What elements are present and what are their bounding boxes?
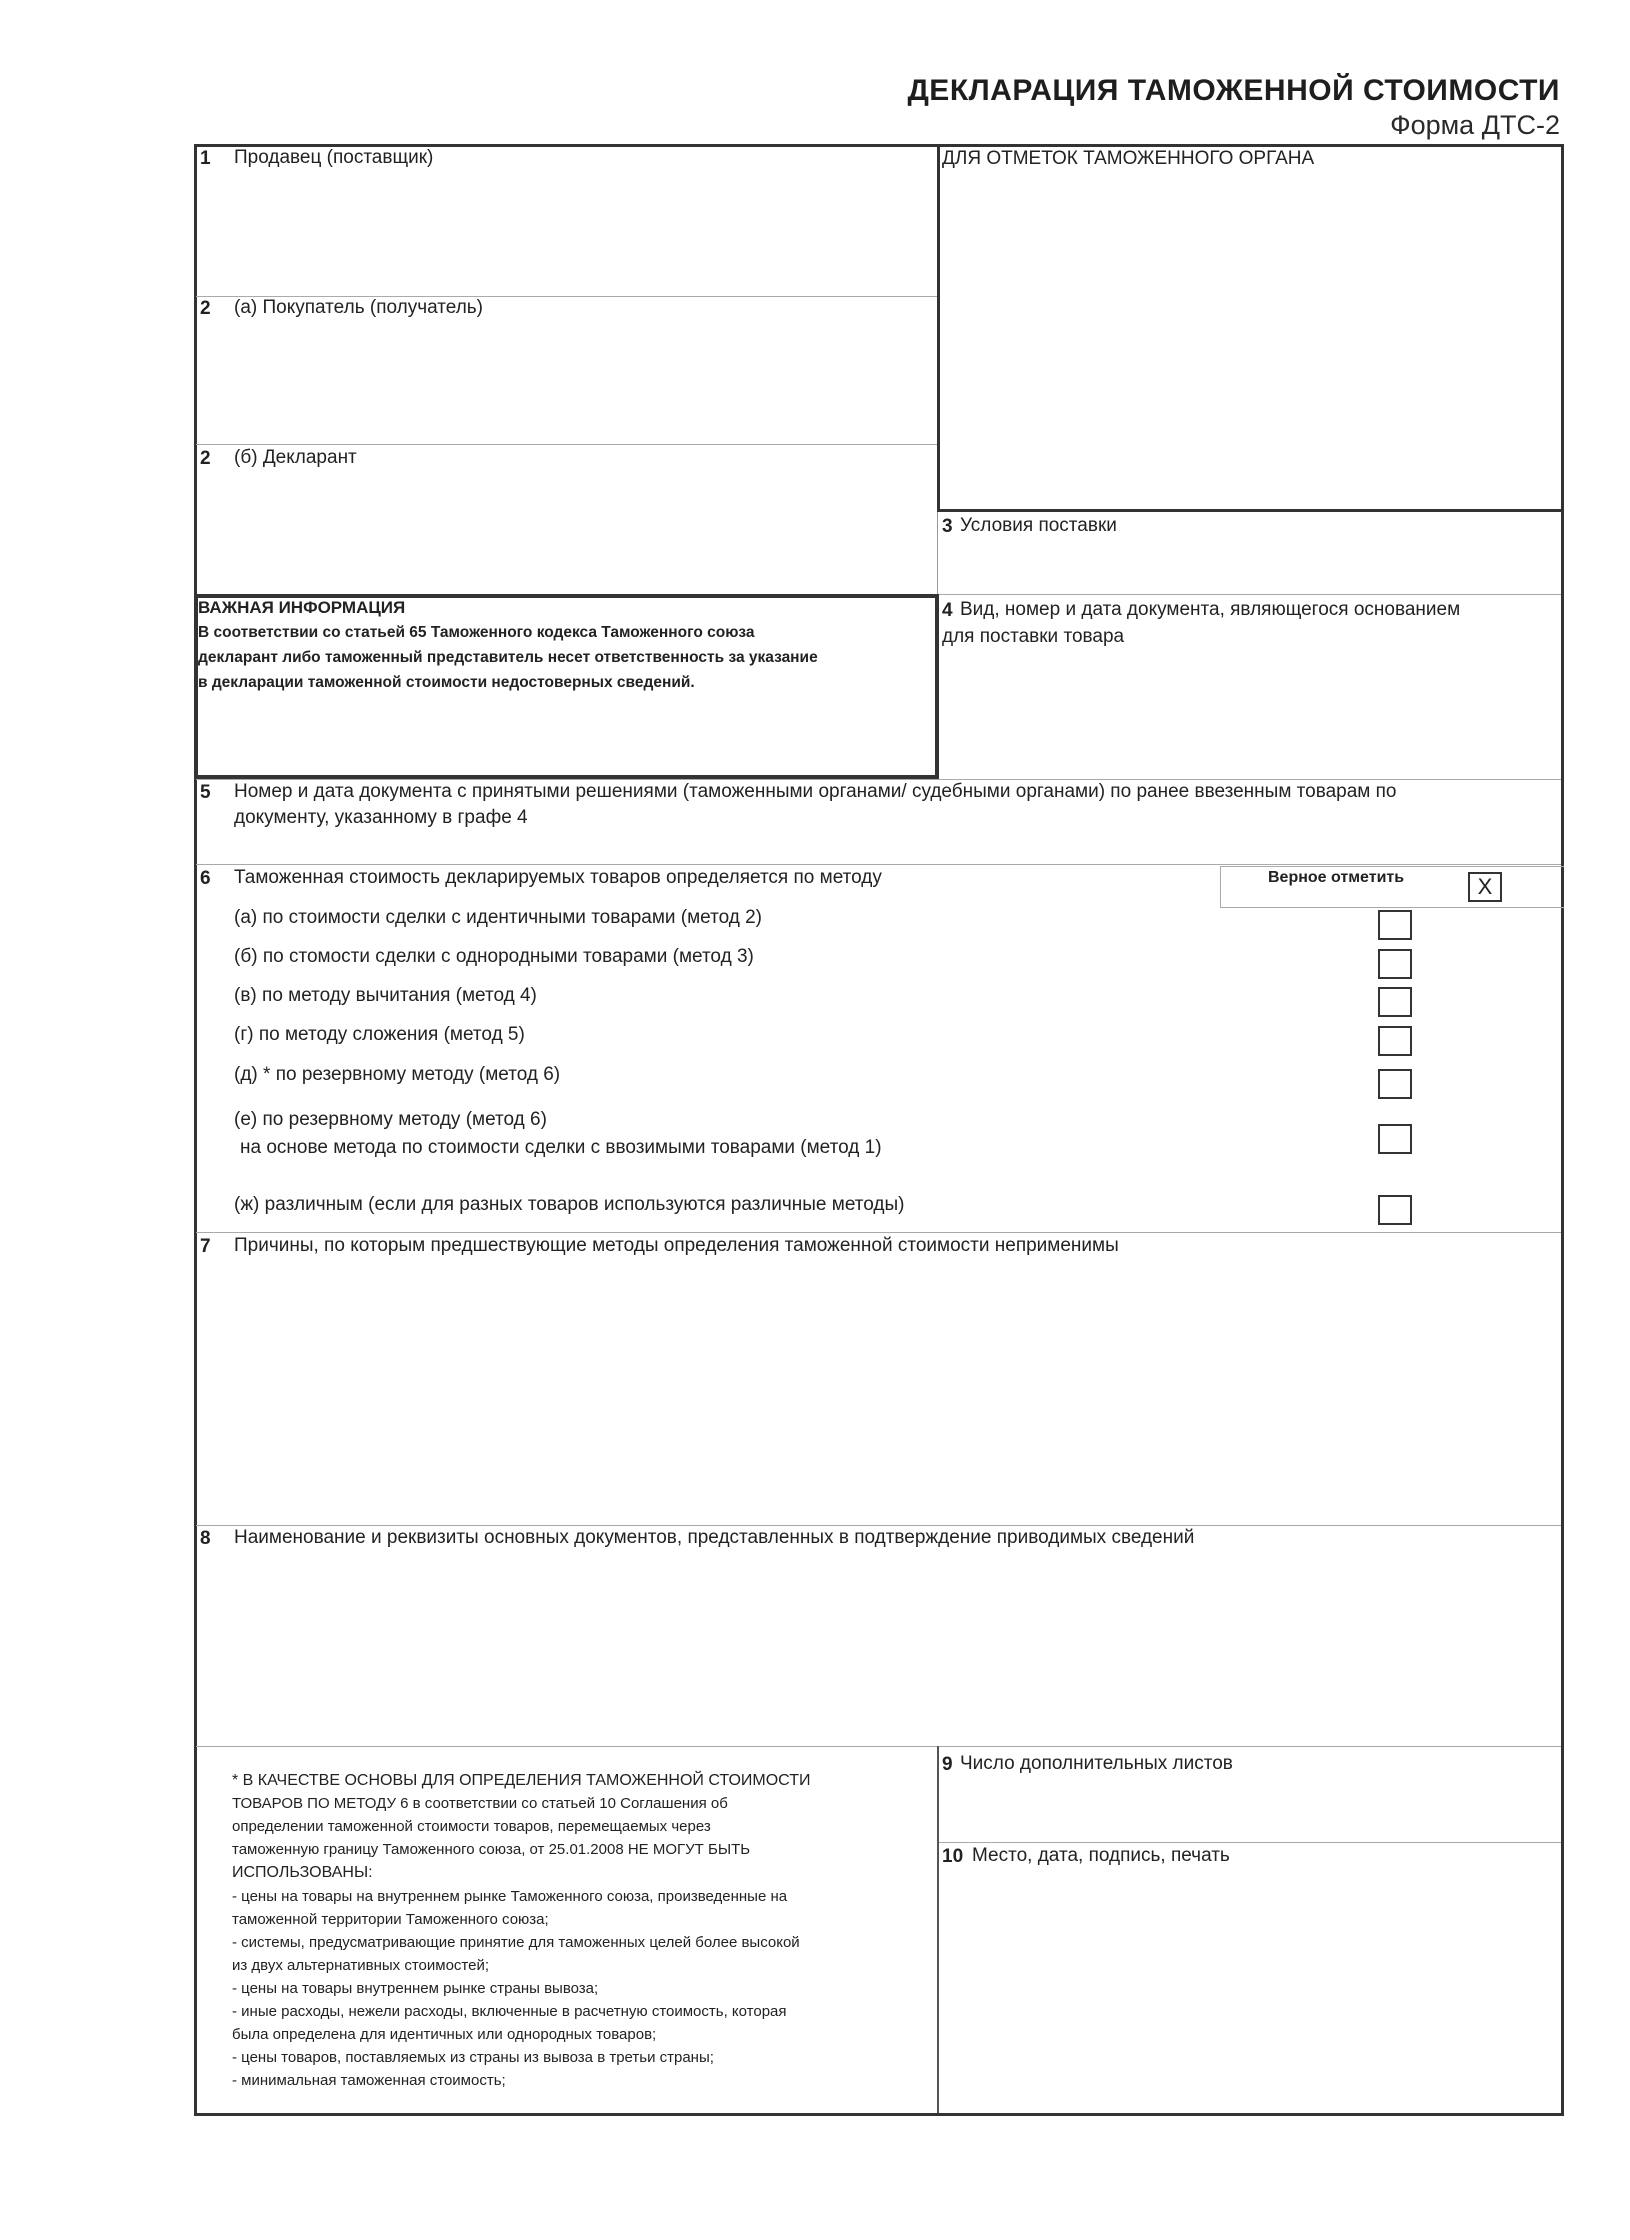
customs-marks-label: ДЛЯ ОТМЕТОК ТАМОЖЕННОГО ОРГАНА bbox=[942, 148, 1315, 169]
method-option-b: (б) по стомости сделки с однородными товарами (метод 3) bbox=[234, 946, 754, 967]
field-5-number: 5 bbox=[200, 782, 211, 803]
footnote-item-4-cont: была определена для идентичных или однородных товаров; bbox=[232, 2026, 657, 2043]
field-5-label-line-1: Номер и дата документа с принятыми решениями (таможенными органами/ судебными органами) по ранее ввезенным товарам по bbox=[234, 781, 1397, 802]
method-d-checkbox[interactable] bbox=[1378, 1069, 1412, 1099]
method-option-g: (г) по методу сложения (метод 5) bbox=[234, 1024, 525, 1045]
footnote-item-1: - цены на товары на внутреннем рынке Таможенного союза, произведенные на bbox=[232, 1888, 788, 1905]
method-option-v: (в) по методу вычитания (метод 4) bbox=[234, 985, 537, 1006]
footnote-item-4: - иные расходы, нежели расходы, включенные в расчетную стоимость, которая bbox=[232, 2003, 787, 2020]
method-zh-checkbox[interactable] bbox=[1378, 1195, 1412, 1225]
important-info-line-2: декларант либо таможенный представитель несет ответственность за указание bbox=[198, 649, 818, 666]
field-5-label-line-2: документу, указанному в графе 4 bbox=[234, 807, 528, 828]
footnote-line-5: ИСПОЛЬЗОВАНЫ: bbox=[232, 1864, 373, 1881]
form-number: Форма ДТС-2 bbox=[1390, 110, 1560, 140]
divider-6-7 bbox=[196, 1232, 1561, 1233]
field-2a-label: (а) Покупатель (получатель) bbox=[234, 297, 484, 318]
method-g-checkbox[interactable] bbox=[1378, 1026, 1412, 1056]
method-option-e: (е) по резервному методу (метод 6) bbox=[234, 1109, 547, 1130]
footnote-item-3: - цены на товары внутреннем рынке страны вывоза; bbox=[232, 1980, 599, 1997]
footnote-item-5: - цены товаров, поставляемых из страны из вывоза в третьи страны; bbox=[232, 2049, 714, 2066]
field-8-number: 8 bbox=[200, 1528, 211, 1549]
field-4-label-line-1: Вид, номер и дата документа, являющегося основанием bbox=[960, 599, 1461, 620]
divider-7-8 bbox=[196, 1525, 1561, 1526]
field-2b-number: 2 bbox=[200, 448, 211, 469]
method-option-e-line-2: на основе метода по стоимости сделки с ввозимыми товарами (метод 1) bbox=[240, 1137, 882, 1158]
field-10-label: Место, дата, подпись, печать bbox=[972, 1845, 1230, 1866]
footnote-item-2-cont: из двух альтернативных стоимостей; bbox=[232, 1957, 490, 1974]
divider-3-4 bbox=[939, 594, 1561, 595]
field-7-number: 7 bbox=[200, 1236, 211, 1257]
field-7-label: Причины, по которым предшествующие методы определения таможенной стоимости неприменимы bbox=[234, 1235, 1119, 1256]
footnote-item-6: - минимальная таможенная стоимость; bbox=[232, 2072, 506, 2089]
footnote-line-4: таможенную границу Таможенного союза, от 25.01.2008 НЕ МОГУТ БЫТЬ bbox=[232, 1841, 751, 1858]
important-info-title: ВАЖНАЯ ИНФОРМАЦИЯ bbox=[198, 598, 406, 617]
footnote-item-2: - системы, предусматривающие принятие для таможенных целей более высокой bbox=[232, 1934, 800, 1951]
important-info-line-1: В соответствии со статьей 65 Таможенного кодекса Таможенного союза bbox=[198, 624, 755, 641]
field-6-number: 6 bbox=[200, 868, 211, 889]
form-title: ДЕКЛАРАЦИЯ ТАМОЖЕННОЙ СТОИМОСТИ bbox=[907, 74, 1560, 107]
field-3-number: 3 bbox=[942, 516, 953, 537]
field-2b-label: (б) Декларант bbox=[234, 447, 357, 468]
field-3-label: Условия поставки bbox=[960, 515, 1117, 536]
check-header-label: Верное отметить bbox=[1268, 869, 1405, 886]
method-option-d: (д) * по резервному методу (метод 6) bbox=[234, 1064, 561, 1085]
divider-5-6 bbox=[196, 864, 1561, 865]
important-info-line-3: в декларации таможенной стоимости недостоверных сведений. bbox=[198, 674, 695, 691]
divider-4-5 bbox=[196, 779, 1561, 780]
field-9-number: 9 bbox=[942, 1754, 953, 1775]
method-a-checkbox[interactable] bbox=[1378, 910, 1412, 940]
footnote-line-3: определении таможенной стоимости товаров, перемещаемых через bbox=[232, 1818, 711, 1835]
field-6-label: Таможенная стоимость декларируемых товаров определяется по методу bbox=[234, 867, 882, 888]
field-10-number: 10 bbox=[942, 1846, 964, 1867]
footnote-line-1: * В КАЧЕСТВЕ ОСНОВЫ ДЛЯ ОПРЕДЕЛЕНИЯ ТАМОЖЕННОЙ СТОИМОСТИ bbox=[232, 1772, 811, 1789]
customs-marks-box bbox=[937, 144, 1564, 512]
footnote-line-2: ТОВАРОВ ПО МЕТОДУ 6 в соответствии со статьей 10 Соглашения об bbox=[232, 1795, 728, 1812]
divider-9-10 bbox=[939, 1842, 1561, 1843]
method-v-checkbox[interactable] bbox=[1378, 987, 1412, 1017]
method-b-checkbox[interactable] bbox=[1378, 949, 1412, 979]
field-1-number: 1 bbox=[200, 148, 211, 169]
field-1-label: Продавец (поставщик) bbox=[234, 147, 434, 168]
method-option-zh: (ж) различным (если для разных товаров используются различные методы) bbox=[234, 1194, 905, 1215]
field-8-label: Наименование и реквизиты основных документов, представленных в подтверждение приводимых сведений bbox=[234, 1527, 1195, 1548]
method-e-checkbox[interactable] bbox=[1378, 1124, 1412, 1154]
check-header-example-box: X bbox=[1468, 872, 1502, 902]
footnote-item-1-cont: таможенной территории Таможенного союза; bbox=[232, 1911, 549, 1928]
divider-2a-2b bbox=[196, 444, 937, 445]
field-2a-number: 2 bbox=[200, 298, 211, 319]
divider-v-3 bbox=[937, 512, 938, 594]
field-4-number: 4 bbox=[942, 600, 953, 621]
divider-8-footer bbox=[196, 1746, 1561, 1747]
field-4-label-line-2: для поставки товара bbox=[942, 626, 1125, 647]
field-9-label: Число дополнительных листов bbox=[960, 1753, 1233, 1774]
divider-v-footer bbox=[937, 1746, 939, 2113]
method-option-a: (а) по стоимости сделки с идентичными товарами (метод 2) bbox=[234, 907, 763, 928]
